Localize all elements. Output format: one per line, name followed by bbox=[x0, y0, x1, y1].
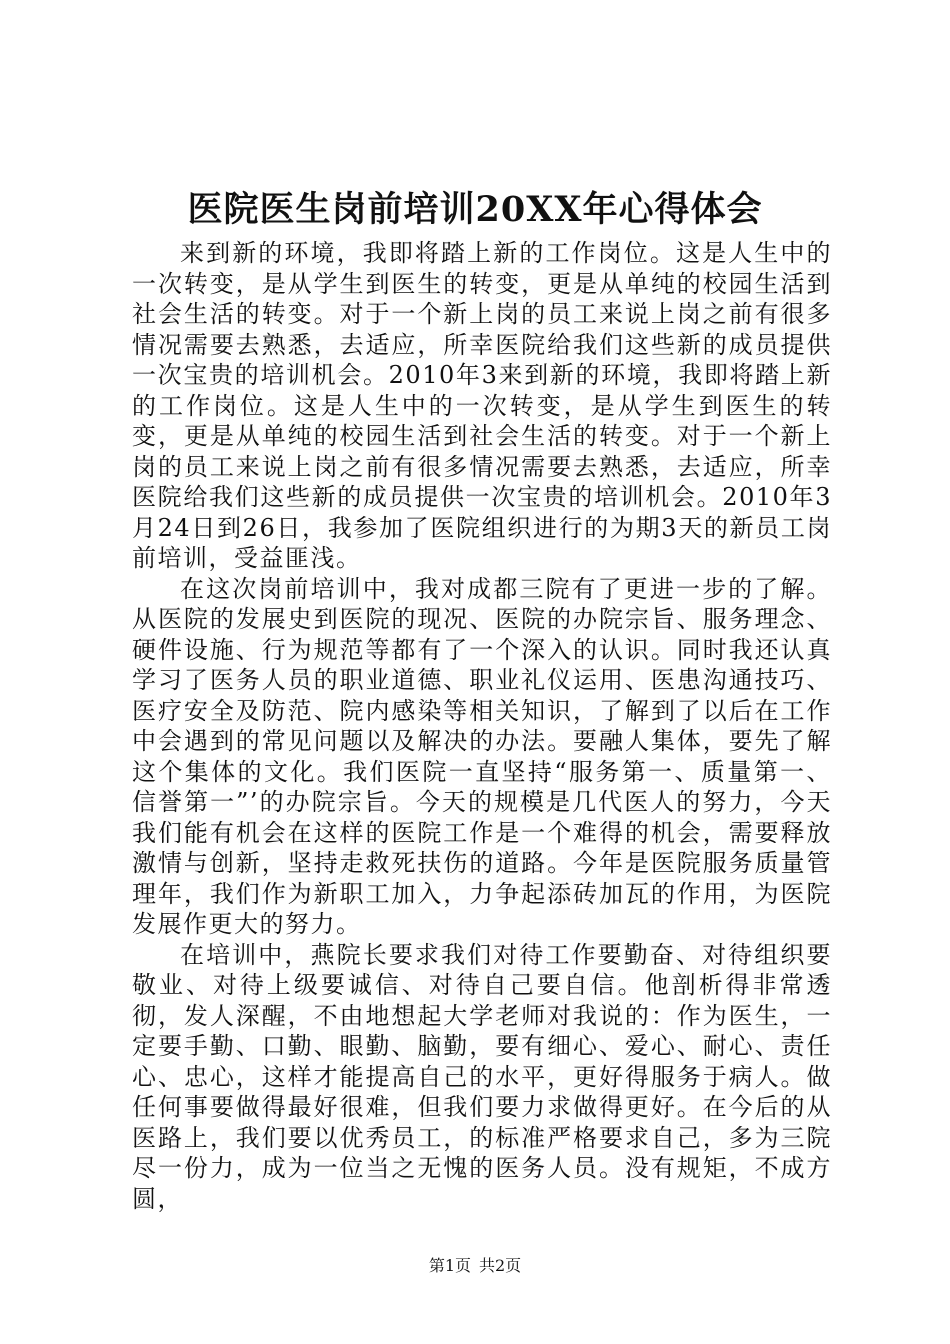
paragraph-2: 在这次岗前培训中，我对成都三院有了更进一步的了解。从医院的发展史到医院的现况、医院的办院宗旨、服务理念、硬件设施、行为规范等都有了一个深入的认识。同时我还认真学习了医务人员的职业道德、职业礼仪运用、医患沟通技巧、医疗安全及防范、院内感染等相关知识，了解到了以后在工作中会遇到的常见问题以及解决的办法。要融人集体，要先了解这个集体的文化。我们医院一直坚持“服务第一、质量第一、信誉第一”’的办院宗旨。今天的规模是几代医人的努力，今天我们能有机会在这样的医院工作是一个难得的机会，需要释放激情与创新，坚持走救死扶伤的道路。今年是医院服务质量管理年，我们作为新职工加入，力争起添砖加瓦的作用，为医院发展作更大的努力。 bbox=[132, 574, 832, 938]
paragraph-1: 来到新的环境，我即将踏上新的工作岗位。这是人生中的一次转变，是从学生到医生的转变，更是从单纯的校园生活到社会生活的转变。对于一个新上岗的员工来说上岗之前有很多情况需要去熟悉，去适应，所幸医院给我们这些新的成员提供一次宝贵的培训机会。2010年3来到新的环境，我即将踏上新的工作岗位。这是人生中的一次转变，是从学生到医生的转变，更是从单纯的校园生活到社会生活的转变。对于一个新上岗的员工来说上岗之前有很多情况需要去熟悉，去适应，所幸医院给我们这些新的成员提供一次宝贵的培训机会。2010年3月24日到26日，我参加了医院组织进行的为期3天的新员工岗前培训，受益匪浅。 bbox=[132, 239, 832, 572]
page-number: 第1页 bbox=[428, 1256, 471, 1275]
document-body bbox=[132, 238, 832, 1214]
page-footer bbox=[0, 1256, 950, 1276]
page-total: 共2页 bbox=[479, 1256, 522, 1275]
paragraph-3: 在培训中，燕院长要求我们对待工作要勤奋、对待组织要敬业、对待上级要诚信、对待自己要自信。他剖析得非常透彻，发人深醒，不由地想起大学老师对我说的：作为医生，一定要手勤、口勤、眼勤、脑勤，要有细心、爱心、耐心、责任心、忠心，这样才能提高自己的水平，更好得服务于病人。做任何事要做得最好很难，但我们要力求做得更好。在今后的从医路上，我们要以优秀员工，的标准严格要求自己，多为三院尽一份力，成为一位当之无愧的医务人员。没有规矩，不成方圆， bbox=[132, 940, 832, 1213]
document-title: 医院医生岗前培训20XX年心得体会 bbox=[187, 189, 763, 230]
